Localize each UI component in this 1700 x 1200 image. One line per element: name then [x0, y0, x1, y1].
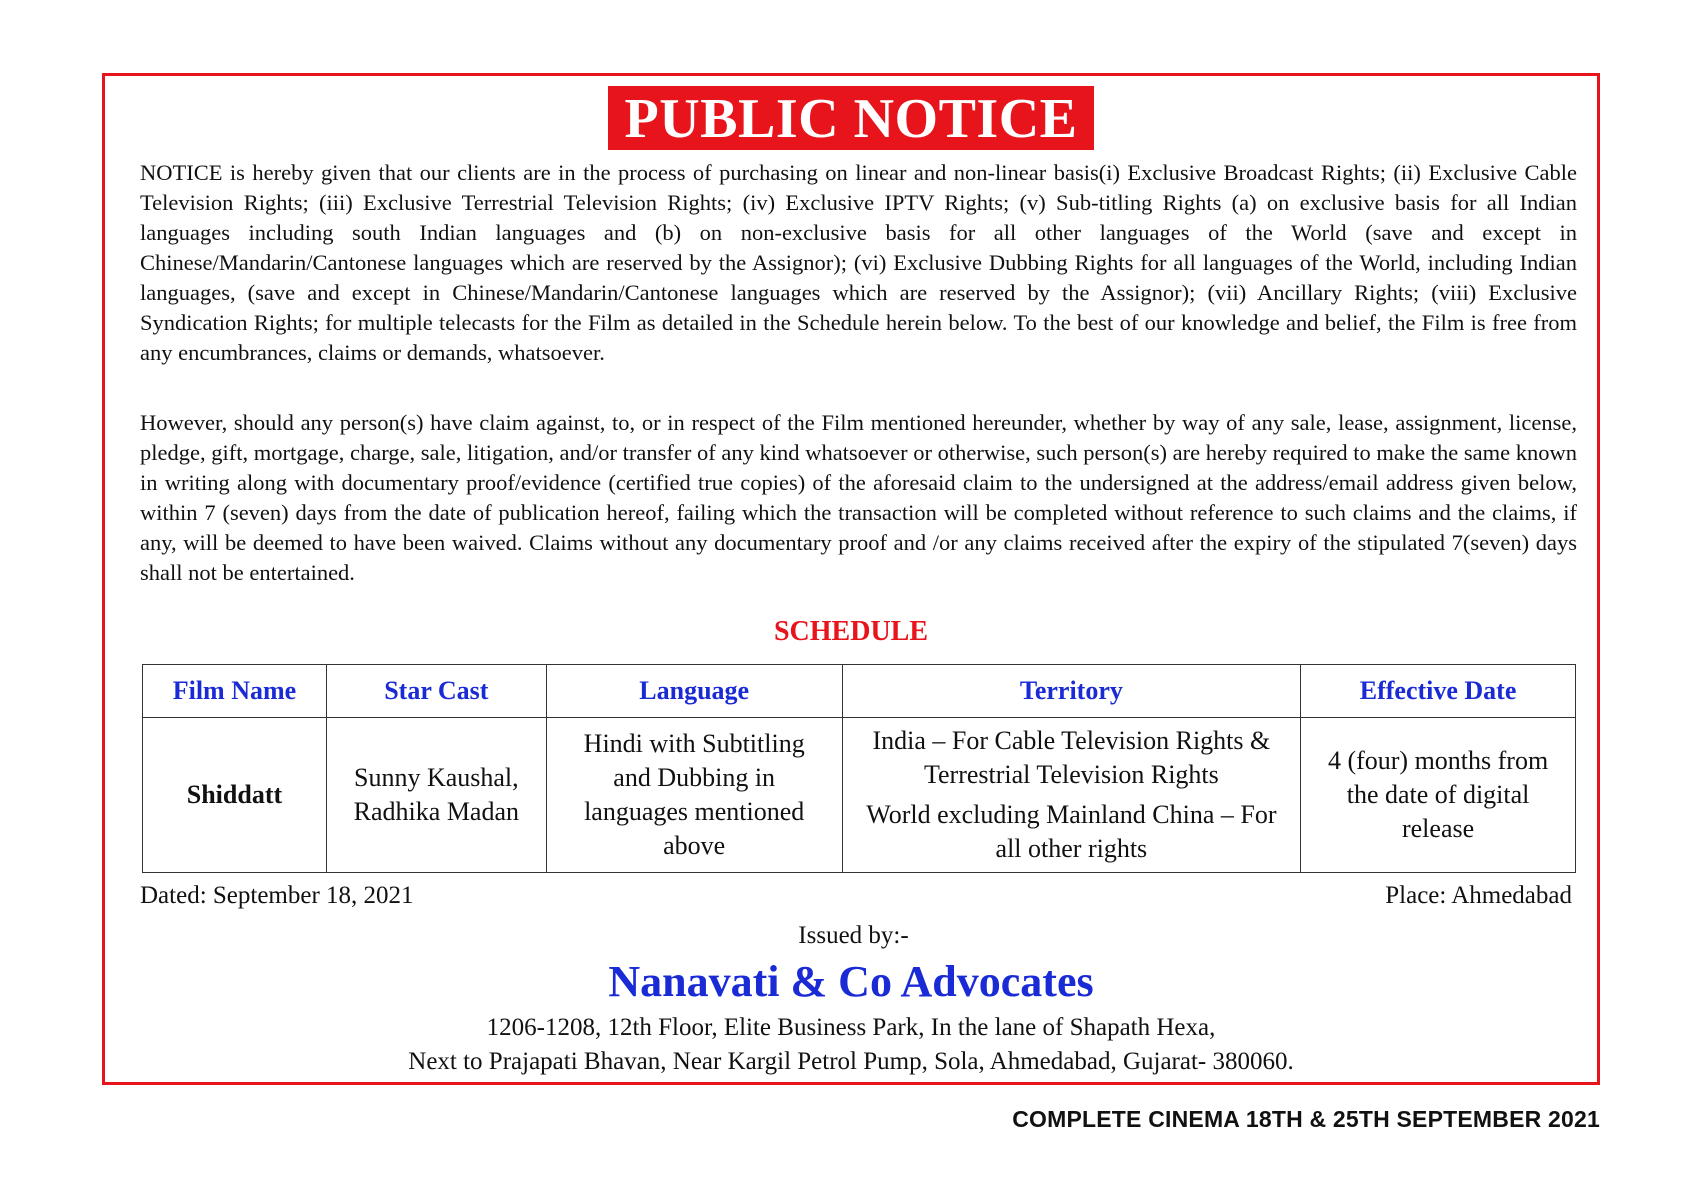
notice-paragraph-1: NOTICE is hereby given that our clients are in the process of purchasing on linear and non-linear basis(i) Exclusive Broadcast Rights; (ii) Exclusive Cable Television Rights; (iii) Exclusive Terrestrial Television Rights; (iv) Exclusive IPTV Rights; (v) Sub-titling Rights (a) on exclusive basis for all Indian languages including south Indian languages and (b) on non-exclusive basis for all other languages of the World (save and except in Chinese/Mandarin/Cantonese languages which are reserved by the Assignor); (vi) Exclusive Dubbing Rights for all languages of the World, including Indian languages, (save and except in Chinese/Mandarin/Cantonese languages which are reserved by the Assignor); (vii) Ancillary Rights; (viii) Exclusive Syndication Rights; for multiple telecasts for the Film as detailed in the Schedule herein below. To the best of our knowledge and belief, the Film is free from any encumbrances, claims or demands, whatsoever.: [140, 160, 1577, 365]
cell-language: Hindi with Subtitling and Dubbing in languages mentioned above: [546, 718, 842, 873]
publication-footer: COMPLETE CINEMA 18TH & 25TH SEPTEMBER 2021: [1012, 1106, 1600, 1132]
header-territory: Territory: [842, 665, 1301, 718]
notice-paragraph-2: However, should any person(s) have claim against, to, or in respect of the Film mentioned hereunder, whether by way of any sale, lease, assignment, license, pledge, gift, mortgage, charge, sale, litigation, and/or transfer of any kind whatsoever or otherwise, such person(s) are hereby required to make the same known in writing along with documentary proof/evidence (certified true copies) of the aforesaid claim to the undersigned at the address/email address given below, within 7 (seven) days from the date of publication hereof, failing which the transaction will be completed without reference to such claims and the claims, if any, will be deemed to have been waived. Claims without any documentary proof and /or any claims received after the expiry of the stipulated 7(seven) days shall not be entertained.: [140, 410, 1577, 585]
header-effective-date: Effective Date: [1301, 665, 1576, 718]
address-line-1: 1206-1208, 12th Floor, Elite Business Park, In the lane of Shapath Hexa,: [486, 1014, 1216, 1041]
cell-territory: [842, 718, 1301, 873]
cell-effective-date: 4 (four) months from the date of digital release: [1301, 718, 1576, 873]
firm-name: Nanavati & Co Advocates: [608, 957, 1094, 1006]
title-banner: [105, 86, 1597, 150]
cell-star-cast: Sunny Kaushal, Radhika Madan: [326, 718, 546, 873]
place-text: Place: Ahmedabad: [1385, 882, 1572, 909]
schedule-heading: SCHEDULE: [773, 616, 929, 647]
issued-by-label: Issued by:-: [798, 922, 909, 949]
header-film-name: Film Name: [143, 665, 327, 718]
cell-film-name: Shiddatt: [143, 718, 327, 873]
notice-frame: [102, 73, 1600, 1085]
territory-india: India – For Cable Television Rights & Terrestrial Television Rights: [872, 726, 1271, 789]
schedule-table: [142, 664, 1576, 873]
address-line-2: Next to Prajapati Bhavan, Near Kargil Petrol Pump, Sola, Ahmedabad, Gujarat- 380060.: [408, 1048, 1294, 1075]
dated-text: Dated: September 18, 2021: [140, 882, 414, 909]
page-title: PUBLIC NOTICE: [608, 86, 1093, 150]
header-language: Language: [546, 665, 842, 718]
territory-world: World excluding Mainland China – For all other rights: [866, 800, 1277, 863]
header-star-cast: Star Cast: [326, 665, 546, 718]
table-row: [143, 718, 1576, 873]
table-header-row: [143, 665, 1576, 718]
